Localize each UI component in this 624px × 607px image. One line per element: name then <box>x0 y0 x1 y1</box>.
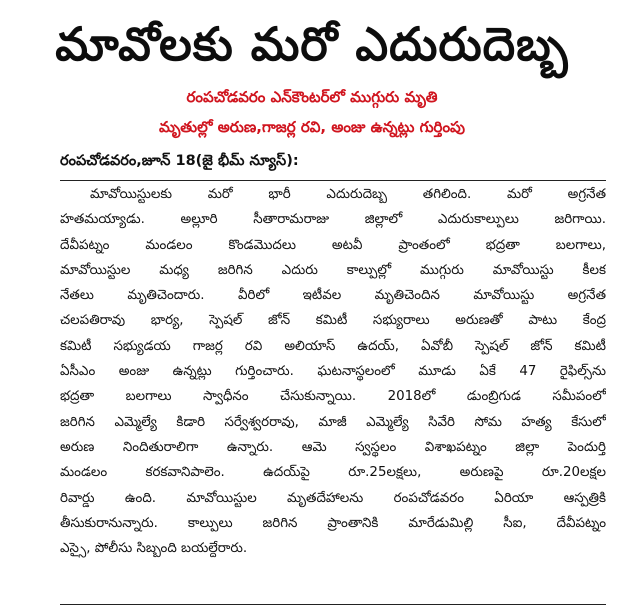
divider-bottom <box>60 604 606 605</box>
body-line: జరిగిన ఎమ్మెల్యే కిడారి సర్వేశ్వరరావు, మాజీ ఎమ్మెల్యే సివేరి సోమ హత్య కేసులో <box>60 414 606 430</box>
dateline: రంపచోడవరం,జూన్ 18(జై భీమ్ న్యూస్): <box>60 153 299 169</box>
body-line: అరుణ నిందితురాలిగా ఉన్నారు. ఆమె స్వస్థలం విశాఖపట్నం జిల్లా పెందుర్తి <box>60 439 606 455</box>
body-line: హతమయ్యాడు. అల్లూరి సీతారామరాజు జిల్లాలో ఎదురుకాల్పులు జరిగాయి. <box>60 212 606 228</box>
divider-top <box>60 180 606 181</box>
body-line: ఎస్సై, పోలీసు సిబ్బంది బయల్దేరారు. <box>60 541 248 557</box>
body-line: రివార్డు ఉంది. మావోయిస్టుల మృతదేహాలను రంపచోడవరం ఏరియా ఆస్పత్రికి <box>60 490 606 506</box>
body-line: దేవీపట్నం మండలం కొండమొదలు అటవీ ప్రాంతంలో భద్రతా బలగాలు, <box>60 237 606 253</box>
body-line: మావోయిస్టుల మధ్య జరిగిన ఎదురు కాల్పుల్లో ముగ్గురు మావోయిస్టు కీలక <box>60 262 606 278</box>
body-line: కమిటీ సభ్యుడయ గాజర్ల రవి అలియాస్ ఉదయ్, ఏవోబీ స్పెషల్ జోన్ కమిటీ <box>60 338 606 354</box>
article-body <box>60 182 606 561</box>
body-line: చలపతిరావు భార్య, స్పెషల్ జోన్ కమిటీ సభ్యురాలు అరుణతో పాటు కేంద్ర <box>60 313 606 329</box>
body-line: నేతలు మృతిచెందారు. వీరిలో ఇటీవల మృతిచెందిన మావోయిస్టు అగ్రనేత <box>60 288 606 304</box>
headline: మావోలకు మరో ఎదురుదెబ్బ <box>55 17 569 71</box>
body-line: తీసుకురానున్నారు. కాల్పులు జరిగిన ప్రాంతానికి మారేడుమిల్లి సీఐ, దేవీపట్నం <box>60 515 606 531</box>
body-line: మండలం కరకవానిపాలెం. ఉదయ్‌పై రూ.25లక్షలు, అరుణపై రూ.20లక్షల <box>60 465 606 481</box>
body-line: ఏసీఎం అంజు ఉన్నట్లు గుర్తించారు. ఘటనాస్థలంలో మూడు ఏకే 47 రైఫిల్స్‌ను <box>60 364 606 380</box>
subheadline-1: రంపచోడవరం ఎన్‌కౌంటర్‌లో ముగ్గురు మృతి <box>186 88 438 106</box>
body-line: భద్రతా బలగాలు స్వాధీనం చేసుకున్నాయి. 2018లో డుంబ్రిగుడ సమీపంలో <box>60 389 606 405</box>
subheadline-2: మృతుల్లో అరుణ,గాజర్ల రవి, అంజు ఉన్నట్లు గుర్తింపు <box>158 118 466 136</box>
body-line: మావోయిస్టులకు మరో భారీ ఎదురుదెబ్బ తగిలింది. మరో అగ్రనేత <box>90 187 606 202</box>
